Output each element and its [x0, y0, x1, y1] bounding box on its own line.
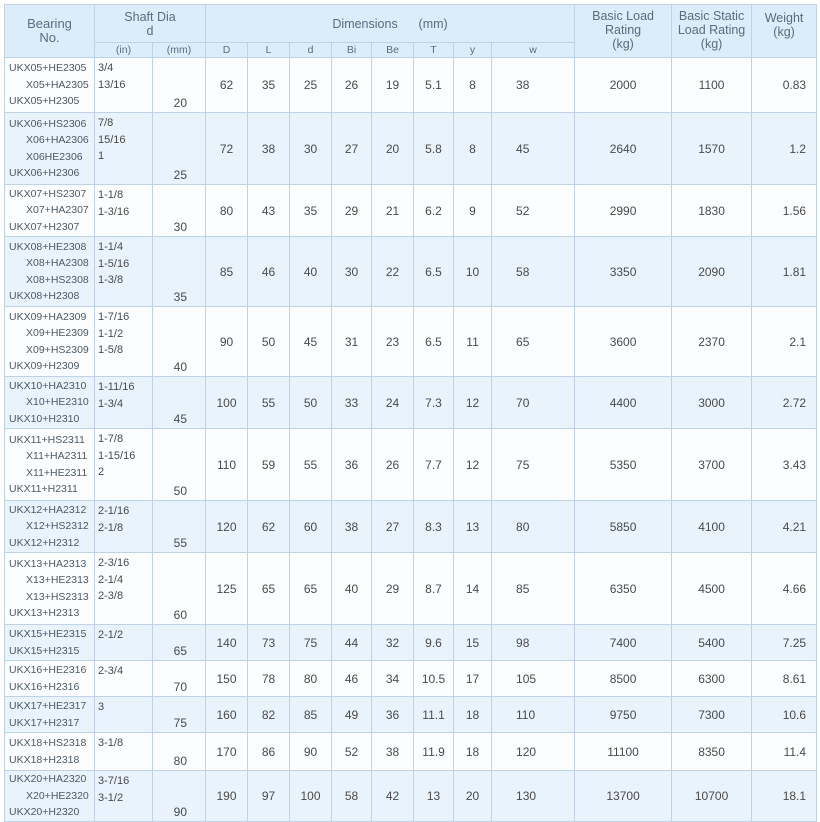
cell-static: 4500: [672, 553, 752, 625]
cell-load: 2990: [575, 185, 672, 237]
cell-t: 7.7: [414, 429, 454, 501]
cell-load: 8500: [575, 661, 672, 697]
subheader-w: w: [492, 43, 575, 58]
cell-static: 8350: [672, 733, 752, 771]
header-basic-static-load-rating: Basic Static Load Rating (kg): [672, 5, 752, 58]
cell-be: 23: [372, 307, 414, 377]
shaft-dia-in: 1-15/16: [98, 449, 136, 462]
cell-bi: 58: [332, 771, 372, 822]
cell-d: 90: [206, 307, 248, 377]
cell-t: 5.8: [414, 113, 454, 185]
cell-load: 2640: [575, 113, 672, 185]
cell-be: 38: [372, 733, 414, 771]
cell-load: 6350: [575, 553, 672, 625]
cell-load: 5850: [575, 501, 672, 553]
shaft-dia-in-cell: [95, 58, 153, 113]
shaft-dia-in: 1-1/4: [98, 241, 124, 253]
bearing-no: UKX07+H2307: [9, 220, 80, 233]
bearing-no: UKX16+H2316: [9, 680, 80, 693]
cell-d: 125: [206, 553, 248, 625]
cell-load: 3600: [575, 307, 672, 377]
cell-weight: 2.72: [752, 377, 817, 429]
bearing-no: X20+HE2320: [26, 789, 89, 802]
cell-static: 7300: [672, 697, 752, 733]
cell-be: 27: [372, 501, 414, 553]
cell-be: 29: [372, 553, 414, 625]
cell-be: 32: [372, 625, 414, 661]
bearing-no: UKX12+HA2312: [9, 503, 87, 516]
cell-d: 110: [206, 429, 248, 501]
cell-bi: 40: [332, 553, 372, 625]
bearing-no: UKX05+H2305: [9, 95, 80, 108]
bearing-no-cell: [5, 697, 95, 733]
bearing-no: X06+HA2306: [26, 134, 89, 146]
table-row: [5, 625, 817, 661]
cell-be: 22: [372, 237, 414, 307]
cell-d: 85: [290, 697, 332, 733]
bearing-no: X12+HS2312: [26, 520, 89, 533]
shaft-dia-in: 3/4: [98, 62, 114, 74]
cell-d: 35: [290, 185, 332, 237]
cell-w: 110: [492, 697, 575, 733]
cell-d: 120: [206, 501, 248, 553]
bearing-no: UKX08+HE2308: [9, 240, 87, 253]
bearing-spec-table: [4, 4, 817, 822]
cell-static: 3000: [672, 377, 752, 429]
table-row: [5, 58, 817, 113]
shaft-dia-in: 2-3/4: [98, 665, 124, 677]
cell-l: 46: [248, 237, 290, 307]
cell-be: 21: [372, 185, 414, 237]
cell-l: 86: [248, 733, 290, 771]
shaft-dia-in: 1-1/8: [98, 189, 124, 201]
cell-weight: 8.61: [752, 661, 817, 697]
bearing-no: UKX06+HS2306: [9, 117, 87, 130]
shaft-dia-in: 1-3/16: [98, 205, 130, 218]
bearing-no: UKX11+H2311: [9, 483, 78, 495]
cell-d: 25: [290, 58, 332, 113]
cell-load: 2000: [575, 58, 672, 113]
shaft-dia-in: 3-1/8: [98, 737, 124, 749]
cell-load: 3350: [575, 237, 672, 307]
bearing-no: UKX15+HE2315: [9, 628, 87, 640]
shaft-dia-in: 3-1/2: [98, 791, 124, 804]
cell-load: 9750: [575, 697, 672, 733]
cell-d: 55: [290, 429, 332, 501]
cell-l: 50: [248, 307, 290, 377]
bearing-no-cell: [5, 625, 95, 661]
bearing-no-cell: [5, 771, 95, 822]
cell-d: 75: [290, 625, 332, 661]
shaft-dia-mm: 25: [153, 113, 206, 185]
cell-static: 1830: [672, 185, 752, 237]
bearing-no: X11+HA2311: [26, 450, 88, 462]
shaft-dia-mm: 20: [153, 58, 206, 113]
bearing-no-cell: [5, 58, 95, 113]
shaft-dia-mm: 70: [153, 661, 206, 697]
cell-l: 43: [248, 185, 290, 237]
shaft-dia-mm: 55: [153, 501, 206, 553]
cell-bi: 49: [332, 697, 372, 733]
cell-bi: 36: [332, 429, 372, 501]
cell-w: 65: [492, 307, 575, 377]
table-row: [5, 553, 817, 625]
shaft-dia-in: 3-7/16: [98, 775, 130, 787]
bearing-no: X08+HS2308: [26, 273, 89, 286]
header-basic-load-rating: Basic Load Rating (kg): [575, 5, 672, 58]
cell-l: 82: [248, 697, 290, 733]
cell-w: 52: [492, 185, 575, 237]
bearing-no: X13+HE2313: [26, 574, 89, 586]
cell-weight: 0.83: [752, 58, 817, 113]
bearing-no: X13+HS2313: [26, 590, 89, 603]
cell-t: 13: [414, 771, 454, 822]
cell-static: 6300: [672, 661, 752, 697]
cell-be: 34: [372, 661, 414, 697]
cell-t: 11.9: [414, 733, 454, 771]
bearing-no: X06HE2306: [26, 150, 83, 163]
bearing-no: UKX18+HS2318: [9, 737, 87, 749]
shaft-dia-mm: 80: [153, 733, 206, 771]
cell-bi: 33: [332, 377, 372, 429]
table-row: [5, 771, 817, 822]
bearing-no: UKX17+HE2317: [9, 700, 87, 712]
cell-t: 6.2: [414, 185, 454, 237]
shaft-dia-in: 2-1/4: [98, 573, 124, 586]
shaft-dia-in-cell: [95, 237, 153, 307]
cell-l: 62: [248, 501, 290, 553]
cell-static: 10700: [672, 771, 752, 822]
cell-bi: 26: [332, 58, 372, 113]
bearing-no: UKX12+H2312: [9, 536, 80, 549]
shaft-dia-mm: 60: [153, 553, 206, 625]
shaft-dia-in: 1-1/2: [98, 327, 124, 340]
cell-static: 2370: [672, 307, 752, 377]
bearing-no-cell: [5, 733, 95, 771]
cell-y: 8: [454, 58, 492, 113]
cell-y: 12: [454, 377, 492, 429]
cell-w: 58: [492, 237, 575, 307]
cell-w: 38: [492, 58, 575, 113]
cell-y: 10: [454, 237, 492, 307]
cell-bi: 38: [332, 501, 372, 553]
cell-d: 60: [290, 501, 332, 553]
cell-static: 3700: [672, 429, 752, 501]
bearing-no-cell: [5, 237, 95, 307]
shaft-dia-in: 1-3/8: [98, 274, 124, 286]
shaft-dia-in: 1: [98, 150, 105, 162]
cell-load: 13700: [575, 771, 672, 822]
shaft-dia-in-cell: [95, 625, 153, 661]
shaft-dia-in-cell: [95, 733, 153, 771]
bearing-no: UKX10+HA2310: [9, 379, 87, 392]
cell-static: 1570: [672, 113, 752, 185]
shaft-dia-in-cell: [95, 501, 153, 553]
bearing-no: UKX13+H2313: [9, 607, 80, 619]
shaft-dia-in: 2-3/8: [98, 590, 124, 602]
cell-t: 6.5: [414, 307, 454, 377]
shaft-dia-in: 1-3/4: [98, 397, 124, 410]
cell-l: 38: [248, 113, 290, 185]
cell-bi: 30: [332, 237, 372, 307]
table-row: [5, 429, 817, 501]
cell-d: 140: [206, 625, 248, 661]
cell-d: 72: [206, 113, 248, 185]
cell-weight: 4.21: [752, 501, 817, 553]
shaft-dia-mm: 35: [153, 237, 206, 307]
cell-d: 85: [206, 237, 248, 307]
bearing-no: UKX07+HS2307: [9, 187, 87, 200]
header-bearing-no: Bearing No.: [5, 5, 95, 58]
cell-t: 10.5: [414, 661, 454, 697]
cell-d: 160: [206, 697, 248, 733]
table-row: [5, 237, 817, 307]
cell-l: 35: [248, 58, 290, 113]
cell-y: 20: [454, 771, 492, 822]
cell-d: 90: [290, 733, 332, 771]
cell-bi: 29: [332, 185, 372, 237]
cell-be: 36: [372, 697, 414, 733]
bearing-no: UKX18+H2318: [9, 753, 80, 766]
cell-d: 65: [290, 553, 332, 625]
cell-weight: 18.1: [752, 771, 817, 822]
cell-w: 80: [492, 501, 575, 553]
cell-load: 11100: [575, 733, 672, 771]
cell-static: 4100: [672, 501, 752, 553]
cell-weight: 2.1: [752, 307, 817, 377]
bearing-no: X08+HA2308: [26, 257, 89, 269]
cell-t: 8.3: [414, 501, 454, 553]
cell-l: 59: [248, 429, 290, 501]
bearing-no: UKX17+H2317: [9, 716, 80, 729]
shaft-dia-in-cell: [95, 429, 153, 501]
cell-y: 12: [454, 429, 492, 501]
cell-load: 5350: [575, 429, 672, 501]
shaft-dia-in: 1-7/16: [98, 311, 130, 323]
cell-weight: 11.4: [752, 733, 817, 771]
shaft-dia-in: 15/16: [98, 133, 126, 146]
shaft-dia-in: 1-7/8: [98, 433, 124, 445]
shaft-dia-mm: 45: [153, 377, 206, 429]
bearing-no: UKX10+H2310: [9, 412, 80, 425]
bearing-no: UKX11+HS2311: [9, 433, 85, 446]
bearing-no-cell: [5, 661, 95, 697]
cell-weight: 1.56: [752, 185, 817, 237]
bearing-no: UKX09+H2309: [9, 360, 80, 372]
subheader-Be: Be: [372, 43, 414, 58]
cell-d: 50: [290, 377, 332, 429]
header-shaft-dia: Shaft Dia d: [95, 5, 206, 43]
cell-y: 18: [454, 733, 492, 771]
cell-y: 15: [454, 625, 492, 661]
cell-be: 42: [372, 771, 414, 822]
bearing-no-cell: [5, 113, 95, 185]
cell-d: 190: [206, 771, 248, 822]
cell-load: 4400: [575, 377, 672, 429]
shaft-dia-in-cell: [95, 113, 153, 185]
cell-d: 100: [206, 377, 248, 429]
shaft-dia-in: 2-1/2: [98, 629, 124, 641]
bearing-no-cell: [5, 429, 95, 501]
cell-y: 17: [454, 661, 492, 697]
shaft-dia-in-cell: [95, 697, 153, 733]
cell-load: 7400: [575, 625, 672, 661]
cell-l: 78: [248, 661, 290, 697]
bearing-no: UKX15+H2315: [9, 644, 80, 657]
cell-weight: 3.43: [752, 429, 817, 501]
cell-d: 40: [290, 237, 332, 307]
cell-weight: 7.25: [752, 625, 817, 661]
cell-be: 26: [372, 429, 414, 501]
cell-y: 9: [454, 185, 492, 237]
cell-be: 19: [372, 58, 414, 113]
table-row: [5, 697, 817, 733]
shaft-dia-in: 2-3/16: [98, 557, 130, 569]
cell-w: 120: [492, 733, 575, 771]
shaft-dia-mm: 90: [153, 771, 206, 822]
cell-l: 73: [248, 625, 290, 661]
shaft-dia-in: 2-1/8: [98, 521, 124, 534]
shaft-dia-in-cell: [95, 661, 153, 697]
cell-l: 65: [248, 553, 290, 625]
shaft-dia-mm: 50: [153, 429, 206, 501]
cell-t: 9.6: [414, 625, 454, 661]
shaft-dia-mm: 65: [153, 625, 206, 661]
bearing-no-cell: [5, 553, 95, 625]
cell-d: 150: [206, 661, 248, 697]
cell-bi: 44: [332, 625, 372, 661]
shaft-dia-in: 1-11/16: [98, 381, 135, 393]
cell-weight: 4.66: [752, 553, 817, 625]
subheader-y: y: [454, 43, 492, 58]
cell-bi: 27: [332, 113, 372, 185]
bearing-no: UKX09+HA2309: [9, 310, 87, 323]
cell-weight: 1.2: [752, 113, 817, 185]
shaft-dia-mm: 30: [153, 185, 206, 237]
cell-y: 14: [454, 553, 492, 625]
cell-d: 62: [206, 58, 248, 113]
bearing-no: UKX05+HE2305: [9, 62, 87, 75]
bearing-no: UKX13+HA2313: [9, 557, 87, 570]
table-row: [5, 733, 817, 771]
shaft-dia-mm: 40: [153, 307, 206, 377]
cell-t: 5.1: [414, 58, 454, 113]
shaft-dia-in-cell: [95, 377, 153, 429]
cell-static: 2090: [672, 237, 752, 307]
cell-w: 70: [492, 377, 575, 429]
bearing-no: UKX16+HE2316: [9, 664, 87, 676]
cell-y: 13: [454, 501, 492, 553]
table-row: [5, 501, 817, 553]
bearing-no-cell: [5, 501, 95, 553]
cell-be: 24: [372, 377, 414, 429]
shaft-dia-in: 2-1/16: [98, 505, 130, 517]
cell-y: 11: [454, 307, 492, 377]
cell-weight: 1.81: [752, 237, 817, 307]
bearing-no: X07+HA2307: [26, 204, 89, 217]
bearing-no: X09+HS2309: [26, 343, 89, 356]
subheader-D: D: [206, 43, 248, 58]
cell-t: 7.3: [414, 377, 454, 429]
cell-d: 45: [290, 307, 332, 377]
cell-d: 100: [290, 771, 332, 822]
bearing-no-cell: [5, 307, 95, 377]
cell-w: 85: [492, 553, 575, 625]
shaft-dia-in: 1-5/8: [98, 344, 124, 356]
cell-t: 11.1: [414, 697, 454, 733]
cell-w: 75: [492, 429, 575, 501]
header-weight: Weight (kg): [752, 5, 817, 58]
cell-l: 55: [248, 377, 290, 429]
table-row: [5, 185, 817, 237]
bearing-no-cell: [5, 185, 95, 237]
cell-d: 30: [290, 113, 332, 185]
cell-static: 1100: [672, 58, 752, 113]
bearing-no: UKX20+H2320: [9, 806, 80, 819]
shaft-dia-in: 2: [98, 466, 105, 478]
subheader-mm: (mm): [153, 43, 206, 58]
subheader-in: (in): [95, 43, 153, 58]
cell-t: 8.7: [414, 553, 454, 625]
cell-be: 20: [372, 113, 414, 185]
cell-w: 98: [492, 625, 575, 661]
cell-w: 45: [492, 113, 575, 185]
shaft-dia-in: 1-5/16: [98, 257, 130, 270]
bearing-no-cell: [5, 377, 95, 429]
cell-bi: 31: [332, 307, 372, 377]
cell-t: 6.5: [414, 237, 454, 307]
cell-d: 170: [206, 733, 248, 771]
shaft-dia-in: 3: [98, 701, 105, 713]
subheader-T: T: [414, 43, 454, 58]
shaft-dia-mm: 75: [153, 697, 206, 733]
cell-weight: 10.6: [752, 697, 817, 733]
bearing-no: UKX08+H2308: [9, 290, 80, 302]
subheader-L: L: [248, 43, 290, 58]
table-row: [5, 377, 817, 429]
cell-w: 130: [492, 771, 575, 822]
shaft-dia-in-cell: [95, 771, 153, 822]
bearing-no: UKX06+H2306: [9, 167, 80, 179]
cell-bi: 52: [332, 733, 372, 771]
bearing-no: X09+HE2309: [26, 327, 89, 339]
cell-l: 97: [248, 771, 290, 822]
bearing-no: X11+HE2311: [26, 466, 88, 479]
table-row: [5, 113, 817, 185]
table-row: [5, 307, 817, 377]
bearing-no: X10+HE2310: [26, 396, 89, 409]
bearing-no: X05+HA2305: [26, 78, 89, 91]
shaft-dia-in-cell: [95, 307, 153, 377]
shaft-dia-in: 13/16: [98, 78, 126, 91]
subheader-d: d: [290, 43, 332, 58]
shaft-dia-in: 7/8: [98, 117, 114, 129]
cell-d: 80: [290, 661, 332, 697]
subheader-Bi: Bi: [332, 43, 372, 58]
cell-d: 80: [206, 185, 248, 237]
bearing-no: UKX20+HA2320: [9, 773, 87, 786]
cell-y: 8: [454, 113, 492, 185]
table-row: [5, 661, 817, 697]
cell-bi: 46: [332, 661, 372, 697]
cell-static: 5400: [672, 625, 752, 661]
header-dimensions: Dimensions (mm): [206, 5, 575, 43]
cell-w: 105: [492, 661, 575, 697]
shaft-dia-in-cell: [95, 553, 153, 625]
cell-y: 18: [454, 697, 492, 733]
shaft-dia-in-cell: [95, 185, 153, 237]
